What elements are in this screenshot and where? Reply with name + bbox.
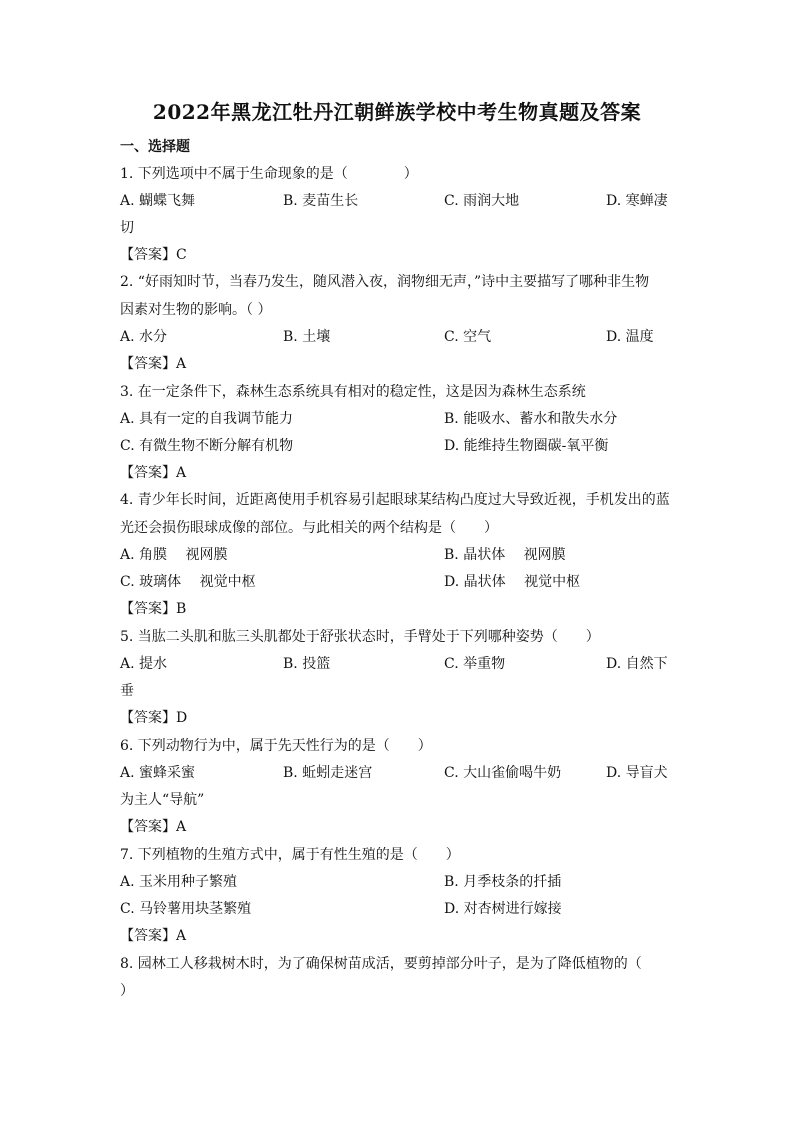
option-d: D. 寒蝉凄 xyxy=(606,193,668,209)
question-4-options-row-1 xyxy=(0,546,794,564)
option-c: C. 有微生物不断分解有机物 xyxy=(120,438,294,454)
section-heading: 一、选择题 xyxy=(120,139,190,155)
option-b: B. 麦苗生长 xyxy=(283,193,359,209)
option-c: C. 雨润大地 xyxy=(444,193,520,209)
option-d: D. 温度 xyxy=(606,329,654,345)
question-5-options xyxy=(0,655,794,673)
question-1-stem: 1. 下列选项中不属于生命现象的是（ ） xyxy=(120,166,418,182)
option-b: B. 蚯蚓走迷宫 xyxy=(283,765,373,781)
question-5-stem: 5. 当肱二头肌和肱三头肌都处于舒张状态时，手臂处于下列哪种姿势（ ） xyxy=(120,629,600,645)
option-b: B. 月季枝条的扦插 xyxy=(444,874,562,890)
option-b: B. 土壤 xyxy=(283,329,331,345)
option-c: C. 马铃薯用块茎繁殖 xyxy=(120,901,252,917)
option-b: B. 能吸水、蓄水和散失水分 xyxy=(444,411,618,427)
option-c: C. 举重物 xyxy=(444,656,506,672)
option-d-continuation: 切 xyxy=(120,220,134,236)
answer: 【答案】C xyxy=(120,247,187,263)
answer: 【答案】A xyxy=(120,356,187,372)
question-6-stem: 6. 下列动物行为中，属于先天性行为的是（ ） xyxy=(120,738,432,754)
option-a: A. 提水 xyxy=(120,656,168,672)
option-d-continuation: 为主人“导航” xyxy=(120,792,205,808)
question-1-options xyxy=(0,192,794,210)
option-d: D. 晶状体 视觉中枢 xyxy=(444,574,581,590)
question-3-options-row-2 xyxy=(0,437,794,455)
option-d: D. 自然下 xyxy=(606,656,668,672)
question-8-stem-continued: ） xyxy=(120,983,134,999)
option-c: C. 大山雀偷喝牛奶 xyxy=(444,765,562,781)
option-d: D. 导盲犬 xyxy=(606,765,668,781)
question-3-stem: 3. 在一定条件下，森林生态系统具有相对的稳定性，这是因为森林生态系统 xyxy=(120,384,586,400)
option-d-continuation: 垂 xyxy=(120,683,134,699)
question-4-stem-continued: 光还会损伤眼球成像的部位。与此相关的两个结构是（ ） xyxy=(120,520,498,536)
answer: 【答案】D xyxy=(120,710,188,726)
option-a: A. 具有一定的自我调节能力 xyxy=(120,411,294,427)
answer: 【答案】A xyxy=(120,819,187,835)
question-4-options-row-2 xyxy=(0,573,794,591)
answer: 【答案】A xyxy=(120,928,187,944)
question-2-stem-continued: 因素对生物的影响。（ ） xyxy=(120,302,272,318)
answer: 【答案】B xyxy=(120,601,187,617)
option-b: B. 投篮 xyxy=(283,656,331,672)
option-a: A. 玉米用种子繁殖 xyxy=(120,874,238,890)
question-2-options xyxy=(0,328,794,346)
question-4-stem: 4. 青少年长时间，近距离使用手机容易引起眼球某结构凸度过大导致近视，手机发出的蓝 xyxy=(120,492,670,508)
option-d: D. 对杏树进行嫁接 xyxy=(444,901,562,917)
option-a: A. 蜜蜂采蜜 xyxy=(120,765,196,781)
option-a: A. 蝴蝶飞舞 xyxy=(120,193,196,209)
question-7-stem: 7. 下列植物的生殖方式中，属于有性生殖的是（ ） xyxy=(120,847,460,863)
option-a: A. 角膜 视网膜 xyxy=(120,547,228,563)
page-title: 2022年黑龙江牡丹江朝鲜族学校中考生物真题及答案 xyxy=(152,100,642,124)
option-c: C. 空气 xyxy=(444,329,492,345)
question-3-options-row-1 xyxy=(0,410,794,428)
question-8-stem: 8. 园林工人移栽树木时，为了确保树苗成活，要剪掉部分叶子，是为了降低植物的（ xyxy=(120,956,642,972)
option-d: D. 能维持生物圈碳-氧平衡 xyxy=(444,438,609,454)
question-7-options-row-2 xyxy=(0,900,794,918)
option-b: B. 晶状体 视网膜 xyxy=(444,547,566,563)
question-7-options-row-1 xyxy=(0,873,794,891)
question-6-options xyxy=(0,764,794,782)
option-c: C. 玻璃体 视觉中枢 xyxy=(120,574,256,590)
answer: 【答案】A xyxy=(120,465,187,481)
question-2-stem: 2. “好雨知时节，当春乃发生，随风潜入夜，润物细无声，”诗中主要描写了哪种非生物 xyxy=(120,274,650,290)
option-a: A. 水分 xyxy=(120,329,168,345)
